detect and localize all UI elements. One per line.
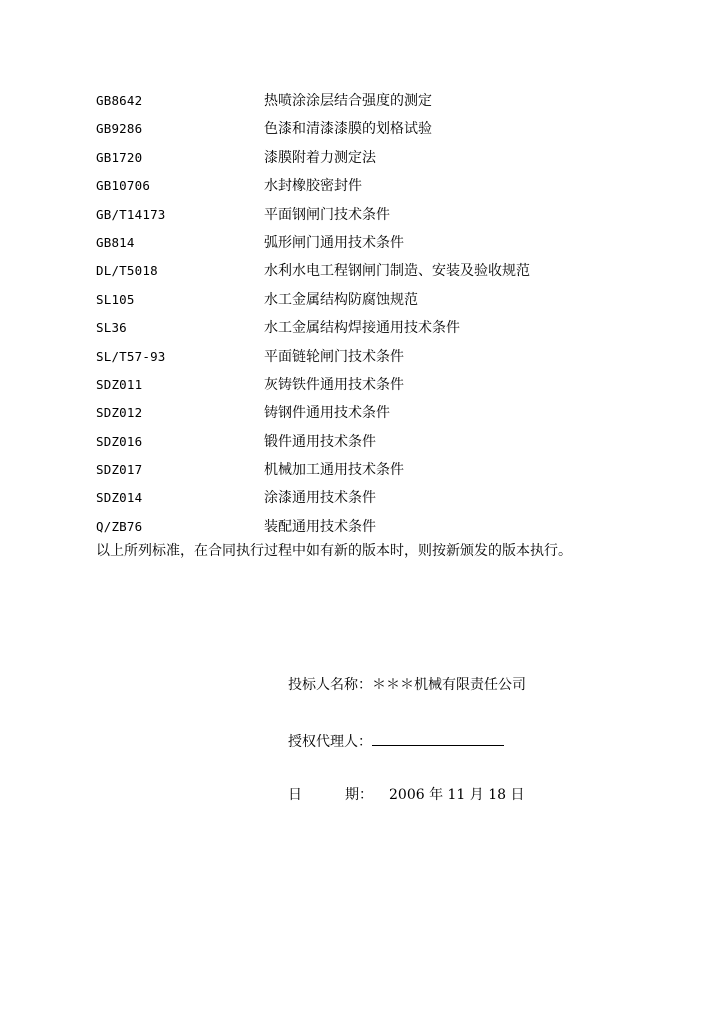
- list-item: [96, 261, 636, 289]
- agent-label: 授权代理人：: [288, 734, 372, 750]
- bidder-line: [288, 675, 526, 695]
- standard-code: SDZ014: [96, 490, 143, 506]
- standard-code: SL/T57-93: [96, 348, 166, 364]
- list-item: [96, 347, 636, 375]
- standard-title: 色漆和清漆漆膜的划格试验: [264, 121, 432, 138]
- date-label-day: 日: [288, 787, 302, 803]
- standard-code: GB1720: [96, 149, 143, 165]
- standard-title: 铸钢件通用技术条件: [264, 405, 390, 422]
- standard-code: SL36: [96, 320, 127, 336]
- standard-title: 装配通用技术条件: [264, 518, 376, 535]
- standard-title: 平面钢闸门技术条件: [264, 206, 390, 223]
- date-label-period: 期：: [345, 787, 373, 803]
- list-item: [96, 403, 636, 431]
- standard-title: 漆膜附着力测定法: [264, 149, 376, 166]
- list-item: [96, 148, 636, 176]
- standard-title: 弧形闸门通用技术条件: [264, 234, 404, 251]
- standards-list: [96, 91, 636, 545]
- standard-title: 平面链轮闸门技术条件: [264, 348, 404, 365]
- list-item: [96, 119, 636, 147]
- standard-code: Q/ZB76: [96, 518, 143, 534]
- list-item: [96, 176, 636, 204]
- standard-code: GB9286: [96, 121, 143, 137]
- standard-title: 热喷涂涂层结合强度的测定: [264, 93, 432, 109]
- list-item: [96, 233, 636, 261]
- date-value: 2006 年 11 月 18 日: [389, 787, 525, 803]
- agent-signature-blank: [372, 730, 504, 746]
- list-item: [96, 432, 636, 460]
- standard-title: 涂漆通用技术条件: [264, 490, 376, 507]
- standard-code: SDZ017: [96, 462, 143, 478]
- standard-title: 水利水电工程钢闸门制造、安装及验收规范: [264, 263, 530, 280]
- signature-block: [288, 675, 526, 805]
- standard-title: 锻件通用技术条件: [264, 433, 376, 450]
- list-item: [96, 290, 636, 318]
- date-line: [288, 785, 526, 805]
- standard-title: 水工金属结构防腐蚀规范: [264, 291, 418, 308]
- bidder-label: 投标人名称：: [288, 677, 372, 693]
- standard-code: SL105: [96, 291, 135, 307]
- standard-code: SDZ016: [96, 433, 143, 449]
- list-item: [96, 375, 636, 403]
- standard-title: 水工金属结构焊接通用技术条件: [264, 320, 460, 337]
- standards-note: 以上所列标准，在合同执行过程中如有新的版本时，则按新颁发的版本执行。: [96, 543, 572, 559]
- list-item: [96, 488, 636, 516]
- standard-title: 灰铸铁件通用技术条件: [264, 376, 404, 393]
- standard-title: 机械加工通用技术条件: [264, 462, 404, 479]
- list-item: [96, 460, 636, 488]
- standard-code: SDZ011: [96, 376, 143, 392]
- bidder-name: ＊＊＊机械有限责任公司: [372, 677, 526, 693]
- standard-code: DL/T5018: [96, 263, 158, 279]
- list-item: [96, 91, 636, 119]
- standard-code: SDZ012: [96, 405, 143, 421]
- standard-code: GB10706: [96, 178, 151, 194]
- agent-line: [288, 730, 526, 750]
- standard-code: GB814: [96, 234, 135, 250]
- standard-code: GB8642: [96, 93, 143, 108]
- list-item: [96, 318, 636, 346]
- standard-code: GB/T14173: [96, 206, 166, 222]
- standard-title: 水封橡胶密封件: [264, 178, 362, 195]
- list-item: [96, 205, 636, 233]
